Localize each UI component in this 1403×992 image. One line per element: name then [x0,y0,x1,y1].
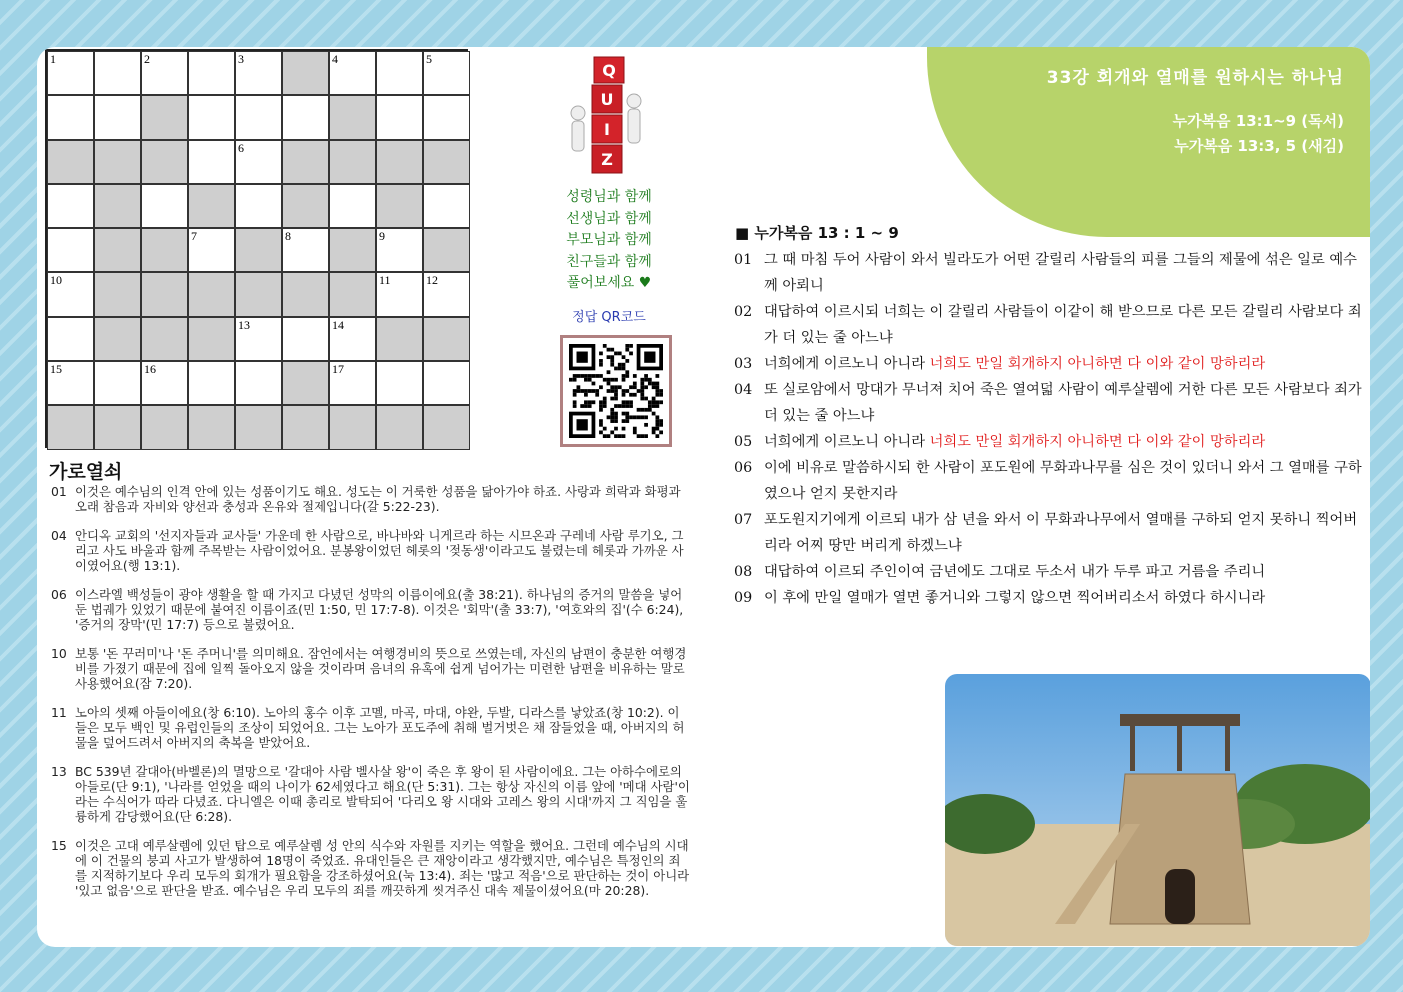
cell-number: 14 [332,317,344,332]
clue-number: 04 [51,528,67,543]
across-clues-list [51,484,691,912]
qr-label: 정답 QR코드 [572,310,646,325]
crossword-cell[interactable] [235,51,282,95]
crossword-block-cell [282,405,329,449]
verse-number: 04 [734,382,753,398]
crossword-cell[interactable] [282,228,329,272]
crossword-cell[interactable] [282,95,329,139]
cell-number: 13 [238,317,250,332]
crossword-block-cell [188,184,235,228]
crossword-block-cell [329,405,376,449]
crossword-block-cell [94,405,141,449]
crossword-block-cell [141,140,188,184]
verse-text: 포도원지기에게 이르되 내가 삼 년을 와서 이 무화과나무에서 열매를 구하되 얻지 못하니 찍어버리라 어찌 땅만 버리게 하겠느냐 [764,512,1358,554]
crossword-block-cell [423,140,470,184]
cell-number: 12 [426,273,438,288]
verse-text: 대답하여 이르되 주인이여 금년에도 그대로 두소서 내가 두루 파고 거름을 주리니 [764,564,1266,580]
crossword-block-cell [94,272,141,316]
crossword-block-cell [141,405,188,449]
crossword-cell[interactable] [376,272,423,316]
crossword-cell[interactable] [376,361,423,405]
cell-number: 1 [50,52,56,66]
crossword-block-cell [235,405,282,449]
crossword-block-cell [329,95,376,139]
verse-plain-text: 너희에게 이르노니 아니라 [764,356,930,372]
crossword-cell[interactable] [235,95,282,139]
cell-number: 6 [238,140,244,155]
crossword-cell[interactable] [141,184,188,228]
crossword-block-cell [94,140,141,184]
verse-text: 그 때 마침 두어 사람이 와서 빌라도가 어떤 갈릴리 사람들의 피를 그들의 제물에 섞은 일로 예수께 아뢰니 [764,252,1357,294]
crossword-cell[interactable] [423,272,470,316]
cell-number: 16 [144,362,156,377]
crossword-block-cell [329,228,376,272]
crossword-cell[interactable] [376,51,423,95]
verse-text: 이 후에 만일 열매가 열면 좋거니와 그렇지 않으면 찍어버리소서 하였다 하시니라 [764,590,1266,606]
crossword-cell[interactable] [94,51,141,95]
cell-number: 15 [50,362,62,377]
verse-number: 02 [734,304,753,320]
crossword-block-cell [94,317,141,361]
encouragement-text [554,187,664,295]
encourage-line: 부모님과 함께 [566,232,652,248]
cell-number: 3 [238,52,244,66]
crossword-cell[interactable] [188,361,235,405]
clue-text: 노아의 셋째 아들이에요(창 6:10). 노아의 홍수 이후 고멜, 마곡, 마대, 야완, 두발, 디라스를 낳았죠(창 10:2). 이들은 모두 백인 및 유럽인들의 조상이 되었어요. 그는 노아가 포도주에 취해 벌거벗은 채 잠들었을 때, 아버지의 허물을 덮어드려서 아버지의 축복을 받았어요. [75,705,685,750]
verse-item [734,455,1364,507]
crossword-block-cell [188,272,235,316]
verse-text [764,351,1364,377]
verse-highlight-text: 너희도 만일 회개하지 아니하면 다 이와 같이 망하리라 [929,356,1266,372]
crossword-grid [45,49,468,448]
clue-item [51,764,691,824]
crossword-cell[interactable] [329,51,376,95]
crossword-block-cell [282,361,329,405]
crossword-block-cell [329,272,376,316]
clue-number: 11 [51,705,67,720]
crossword-cell[interactable] [423,95,470,139]
verse-number: 01 [734,252,753,268]
crossword-cell[interactable] [188,140,235,184]
verse-item [734,585,1364,611]
crossword-cell[interactable] [235,184,282,228]
cell-number: 17 [332,362,344,377]
crossword-block-cell [141,272,188,316]
cell-number: 5 [426,52,432,66]
encourage-line: 성령님과 함께 [566,189,652,205]
across-clues-title: 가로열쇠 [49,461,123,483]
crossword-block-cell [94,228,141,272]
clue-number: 10 [51,646,67,661]
crossword-cell[interactable] [329,361,376,405]
cell-number: 10 [50,273,62,288]
crossword-cell[interactable] [423,51,470,95]
verse-item [734,247,1364,299]
crossword-cell[interactable] [235,317,282,361]
crossword-cell[interactable] [141,51,188,95]
quiz-letter: U [600,90,614,109]
crossword-block-cell [282,184,329,228]
crossword-cell[interactable] [329,317,376,361]
crossword-block-cell [423,317,470,361]
crossword-block-cell [376,317,423,361]
crossword-cell[interactable] [47,361,94,405]
crossword-block-cell [141,317,188,361]
crossword-block-cell [47,405,94,449]
crossword-block-cell [376,405,423,449]
crossword-block-cell [188,317,235,361]
qr-code-icon [569,344,663,438]
verse-item [734,299,1364,351]
crossword-cell[interactable] [47,51,94,95]
crossword-block-cell [376,184,423,228]
clue-text: 보통 '돈 꾸러미'나 '돈 주머니'를 의미해요. 잠언에서는 여행경비의 뜻으로 쓰였는데, 자신의 남편이 충분한 여행경비를 가졌기 때문에 집에 일찍 돌아오지 않을 것이라며 음녀의 유혹에 쉽게 넘어가는 미련한 남편을 비유하는 말로 사용했어요(잠 7:20). [75,646,687,691]
cell-number: 4 [332,52,338,66]
cell-number: 11 [379,273,391,288]
clue-number: 01 [51,484,67,499]
crossword-cell[interactable] [188,51,235,95]
quiz-cubes-icon [564,51,646,179]
clue-item [51,838,691,898]
crossword-cell[interactable] [423,361,470,405]
clue-text: 이것은 예수님의 인격 안에 있는 성품이기도 해요. 성도는 이 거룩한 성품을 닮아가야 하죠. 사랑과 희락과 화평과 오래 참음과 자비와 양선과 충성과 온유와 절제입니다(갈 5:22-23). [75,484,681,514]
verse-highlight-text: 너희도 만일 회개하지 아니하면 다 이와 같이 망하리라 [929,434,1266,450]
verse-number: 07 [734,512,753,528]
crossword-block-cell [282,272,329,316]
clue-item [51,528,691,573]
cell-number: 9 [379,229,385,244]
quiz-letter: Z [601,150,613,169]
crossword-cell[interactable] [141,361,188,405]
crossword-block-cell [235,228,282,272]
crossword-cell[interactable] [423,184,470,228]
crossword-cell[interactable] [94,361,141,405]
quiz-letter: I [604,120,610,139]
encourage-line: 선생님과 함께 [566,210,652,227]
verse-text: 또 실로암에서 망대가 무너져 치어 죽은 열여덟 사람이 예루살렘에 거한 다른 모든 사람보다 죄가 더 있는 줄 아느냐 [764,382,1362,424]
crossword-cell[interactable] [188,228,235,272]
crossword-cell[interactable] [47,317,94,361]
crossword-block-cell [235,272,282,316]
scripture-heading: ■ 누가복음 13 : 1 ~ 9 [735,224,899,242]
verse-number: 08 [734,564,753,580]
crossword-cell[interactable] [329,184,376,228]
answer-qr-code[interactable] [560,335,672,447]
verse-item [734,351,1364,377]
cell-number: 8 [285,229,291,244]
verse-plain-text: 너희에게 이르노니 아니라 [764,434,930,450]
crossword-block-cell [47,140,94,184]
verse-number: 03 [734,356,753,372]
verse-item [734,377,1364,429]
crossword-cell[interactable] [376,95,423,139]
crossword-cell[interactable] [47,228,94,272]
crossword-cell[interactable] [235,361,282,405]
verse-item [734,507,1364,559]
clue-number: 06 [51,587,67,602]
encourage-line: 친구들과 함께 [566,253,652,270]
worksheet-page [37,47,1370,947]
verse-text: 이에 비유로 말씀하시되 한 사람이 포도원에 무화과나무를 심은 것이 있더니 와서 그 열매를 구하였으나 얻지 못한지라 [764,460,1362,502]
clue-text: BC 539년 갈대아(바벨론)의 멸망으로 '갈대아 사람 벨사살 왕'이 죽은 후 왕이 된 사람이에요. 그는 아하수에로의 아들로(단 9:1), '나라를 얻었을 때의 나이가 62세였다고 해요(단 5:31). 그는 항상 자신의 이름 앞에 '메대 사람'이라는 수식어가 따라 다녔죠. 다니엘은 이때 총리로 발탁되어 '다리오 왕 시대와 고레스 왕의 시대'까지 그 직임을 훌륭하게 감당했어요(단 6:28). [75,764,690,824]
clue-number: 15 [51,838,67,853]
crossword-block-cell [282,51,329,95]
clue-item [51,646,691,691]
verse-text: 대답하여 이르시되 너희는 이 갈릴리 사람들이 이같이 해 받으므로 다른 모든 갈릴리 사람보다 죄가 더 있는 줄 아느냐 [764,304,1362,346]
reference-memory: 누가복음 13:3, 5 (새김) [1174,137,1344,155]
clue-item [51,705,691,750]
crossword-cell[interactable] [94,95,141,139]
crossword-block-cell [141,95,188,139]
verse-text [764,429,1364,455]
crossword-block-cell [423,405,470,449]
crossword-cell[interactable] [188,95,235,139]
verse-item [734,429,1364,455]
reference-reading: 누가복음 13:1~9 (독서) [1172,112,1344,130]
crossword-cell[interactable] [235,140,282,184]
clue-item [51,587,691,632]
encourage-line: 풀어보세요 ♥ [566,275,652,291]
crossword-cell[interactable] [47,272,94,316]
crossword-block-cell [94,184,141,228]
cell-number: 2 [144,52,150,66]
verse-number: 09 [734,590,753,606]
scripture-verses [734,247,1364,611]
crossword-cell[interactable] [47,95,94,139]
crossword-block-cell [423,228,470,272]
clue-text: 안디옥 교회의 '선지자들과 교사들' 가운데 한 사람으로, 바나바와 니게르라 하는 시므온과 구레네 사람 루기오, 그리고 사도 바울과 함께 주목받는 사람이었어요. 분봉왕이었던 헤롯의 '젖동생'이라고도 불렸는데 헤롯과 가까운 사이였어요(행 13:1). [75,528,684,573]
crossword-block-cell [188,405,235,449]
clue-text: 이것은 고대 예루살렘에 있던 탑으로 예루살렘 성 안의 식수와 자원를 지키는 역할을 했어요. 그런데 예수님의 시대에 이 건물의 붕괴 사고가 발생하여 18명이 죽었죠. 유대인들은 큰 재앙이라고 생각했지만, 예수님은 특정인의 죄를 지적하기보다 우리 모두의 회개가 필요함을 강조하셨어요(눅 13:4). 죄는 '많고 적음'으로 판단하는 것이 아니라 '있고 없음'으로 판단을 받죠. 예수님은 우리 모두의 죄를 깨끗하게 씻겨주신 대속 제물이셨어요(마 20:28). [75,838,690,898]
verse-number: 05 [734,434,753,450]
crossword-cell[interactable] [47,184,94,228]
crossword-block-cell [329,140,376,184]
lesson-title: 33강 회개와 열매를 원하시는 하나님 [1046,68,1344,88]
clue-text: 이스라엘 백성들이 광야 생활을 할 때 가지고 다녔던 성막의 이름이에요(출 38:21). 하나님의 증거의 말씀을 넣어둔 법궤가 있었기 때문에 붙여진 이름이죠(민 1:50, 민 17:7-8). 이것은 '회막'(출 33:7), '여호와의 집'(수 6:24), '증거의 장막'(민 17:7) 등으로 불렸어요. [75,587,684,632]
crossword-block-cell [141,228,188,272]
clue-item [51,484,691,514]
watchtower-photo [945,674,1370,946]
clue-number: 13 [51,764,67,779]
crossword-block-cell [376,140,423,184]
crossword-cell[interactable] [282,317,329,361]
crossword-cell[interactable] [376,228,423,272]
cell-number: 7 [191,229,197,244]
verse-number: 06 [734,460,753,476]
crossword-block-cell [282,140,329,184]
verse-item [734,559,1364,585]
quiz-letter: Q [602,61,616,80]
scripture-references [1173,109,1344,159]
